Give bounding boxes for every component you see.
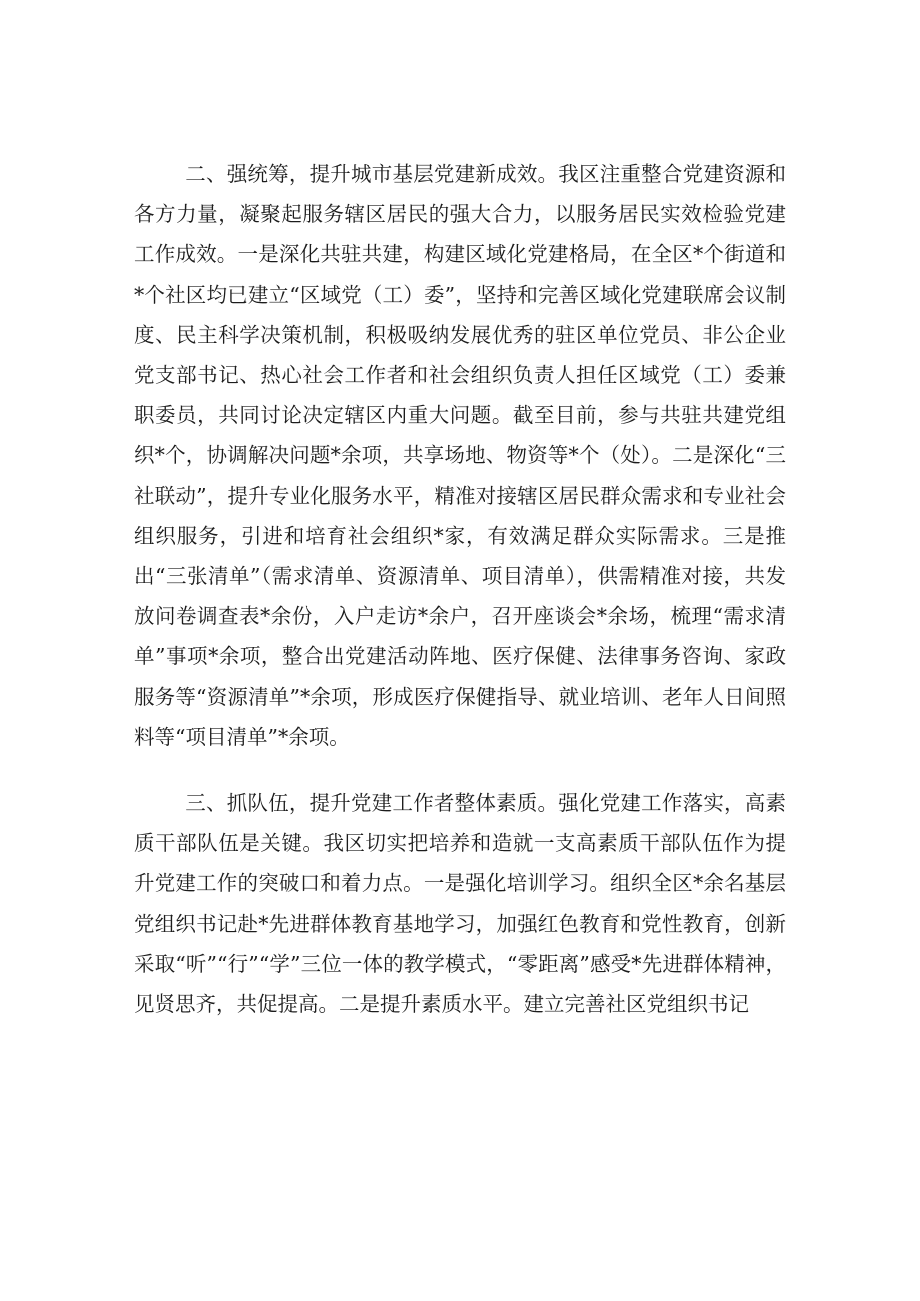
paragraph-section-two: 二、强统筹，提升城市基层党建新成效。我区注重整合党建资源和各方力量，凝聚起服务辖区居民的强大合力，以服务居民实效检验党建工作成效。一是深化共驻共建，构建区域化党建格局，在全区*个街道和*个社区均已建立“区域党（工）委”，坚持和完善区域化党建联席会议制度、民主科学决策机制，积极吸纳发展优秀的驻区单位党员、非公企业党支部书记、热心社会工作者和社会组织负责人担任区域党（工）委兼职委员，共同讨论决定辖区内重大问题。截至目前，参与共驻共建党组织*个，协调解决问题*余项，共享场地、物资等*个（处）。二是深化“三社联动”，提升专业化服务水平，精准对接辖区居民群众需求和专业社会组织服务，引进和培育社会组织*家，有效满足群众实际需求。三是推出“三张清单”（需求清单、资源清单、项目清单），供需精准对接，共发放问卷调查表*余份，入户走访*余户，召开座谈会*余场，梳理“需求清单”事项*余项，整合出党建活动阵地、医疗保健、法律事务咨询、家政服务等“资源清单”*余项，形成医疗保健指导、就业培训、老年人日间照料等“项目清单”*余项。	[134, 162, 786, 749]
document-body	[134, 154, 786, 1024]
paragraph-section-three: 三、抓队伍，提升党建工作者整体素质。强化党建工作落实，高素质干部队伍是关键。我区切实把培养和造就一支高素质干部队伍作为提升党建工作的突破口和着力点。一是强化培训学习。组织全区*余名基层党组织书记赴*先进群体教育基地学习，加强红色教育和党性教育，创新采取“听”“行”“学”三位一体的教学模式，“零距离”感受*先进群体精神，见贤思齐，共促提高。二是提升素质水平。建立完善社区党组织书记	[134, 791, 786, 1017]
